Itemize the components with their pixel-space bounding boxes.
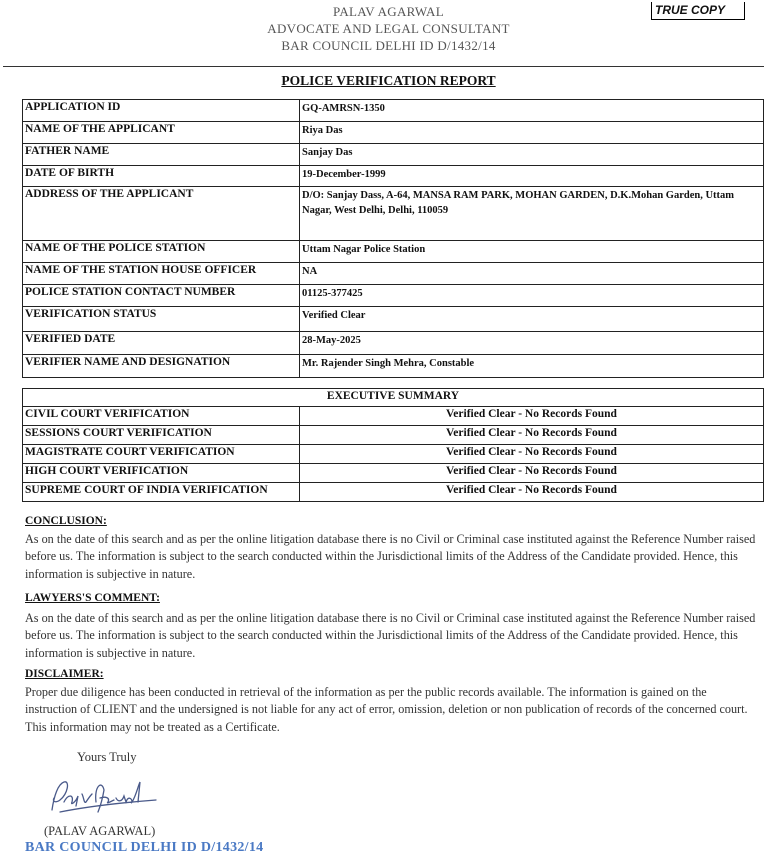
header-name: PALAV AGARWAL (333, 4, 444, 19)
detail-label: APPLICATION ID (23, 100, 300, 122)
detail-label: VERIFICATION STATUS (23, 307, 300, 332)
table-row (23, 100, 764, 122)
detail-label: DATE OF BIRTH (23, 166, 300, 187)
summary-value: Verified Clear - No Records Found (300, 445, 764, 464)
true-copy-stamp: TRUE COPY (651, 2, 745, 20)
detail-value: NA (300, 263, 764, 285)
footer-bar-council-id: BAR COUNCIL DELHI ID D/1432/14 (25, 840, 264, 855)
detail-value: GQ-AMRSN-1350 (300, 100, 764, 122)
applicant-details-table (22, 99, 764, 378)
table-row (23, 332, 764, 355)
detail-value: Mr. Rajender Singh Mehra, Constable (300, 355, 764, 378)
disclaimer-text: Proper due diligence has been conducted in retrieval of the information as per the public records available. The information is gained on the instruction of CLIENT and the undersigned is not liable for any act of error, omission, deletion or non publication of records of the concerned court. This information may not be treated as a Certificate. (25, 684, 748, 734)
conclusion-section (25, 513, 760, 583)
table-row (23, 483, 764, 502)
summary-value: Verified Clear - No Records Found (300, 407, 764, 426)
table-row (23, 407, 764, 426)
detail-label: FATHER NAME (23, 144, 300, 166)
lawyer-comment-heading: LAWYERS'S COMMENT: (25, 592, 160, 604)
detail-value: Riya Das (300, 122, 764, 144)
detail-label: NAME OF THE APPLICANT (23, 122, 300, 144)
summary-label: SESSIONS COURT VERIFICATION (23, 426, 300, 445)
table-row (23, 307, 764, 332)
disclaimer-heading: DISCLAIMER: (25, 668, 104, 680)
disclaimer-section (25, 666, 760, 736)
summary-label: HIGH COURT VERIFICATION (23, 464, 300, 483)
detail-label: VERIFIED DATE (23, 332, 300, 355)
report-title: POLICE VERIFICATION REPORT (281, 73, 496, 88)
lawyer-comment-text: As on the date of this search and as per the online litigation database there is no Civil or Criminal case instituted against the Reference Number raised before us. The information is subject to the search conducted within the Jurisdictional limits of the Address of the Candidate provided. Hence, this information is subjective in nature. (25, 610, 756, 660)
header-title: ADVOCATE AND LEGAL CONSULTANT (267, 21, 510, 36)
detail-label: ADDRESS OF THE APPLICANT (23, 187, 300, 241)
summary-value: Verified Clear - No Records Found (300, 426, 764, 445)
summary-label: MAGISTRATE COURT VERIFICATION (23, 445, 300, 464)
conclusion-heading: CONCLUSION: (25, 515, 107, 527)
closing-text: Yours Truly (77, 750, 137, 764)
table-row (23, 389, 764, 407)
summary-heading: EXECUTIVE SUMMARY (23, 389, 764, 407)
summary-label: SUPREME COURT OF INDIA VERIFICATION (23, 483, 300, 502)
detail-value: Sanjay Das (300, 144, 764, 166)
detail-label: VERIFIER NAME AND DESIGNATION (23, 355, 300, 378)
table-row (23, 355, 764, 378)
table-row (23, 187, 764, 241)
detail-value: 01125-377425 (300, 285, 764, 307)
header-divider (3, 66, 764, 67)
table-row (23, 263, 764, 285)
table-row (23, 241, 764, 263)
table-row (23, 445, 764, 464)
summary-label: CIVIL COURT VERIFICATION (23, 407, 300, 426)
executive-summary-table (22, 388, 764, 502)
table-row (23, 285, 764, 307)
detail-label: NAME OF THE STATION HOUSE OFFICER (23, 263, 300, 285)
signatory-name: (PALAV AGARWAL) (44, 824, 156, 838)
detail-label: NAME OF THE POLICE STATION (23, 241, 300, 263)
header-bar-id: BAR COUNCIL DELHI ID D/1432/14 (281, 38, 496, 53)
detail-value: D/O: Sanjay Dass, A-64, MANSA RAM PARK, MOHAN GARDEN, D.K.Mohan Garden, Uttam Nagar, West Delhi, Delhi, 110059 (300, 187, 764, 241)
table-row (23, 122, 764, 144)
summary-value: Verified Clear - No Records Found (300, 483, 764, 502)
lawyer-comment-section (25, 590, 760, 662)
table-row (23, 464, 764, 483)
conclusion-text: As on the date of this search and as per the online litigation database there is no Civil or Criminal case instituted against the Reference Number raised before us. The information is subject to the search conducted within the Jurisdictional limits of the Address of the Candidate provided. Hence, this information is subjective in nature. (25, 531, 756, 581)
detail-value: 28-May-2025 (300, 332, 764, 355)
detail-value: Uttam Nagar Police Station (300, 241, 764, 263)
table-row (23, 426, 764, 445)
table-row (23, 144, 764, 166)
detail-value: Verified Clear (300, 307, 764, 332)
summary-value: Verified Clear - No Records Found (300, 464, 764, 483)
table-row (23, 166, 764, 187)
signature (40, 772, 170, 827)
detail-value: 19-December-1999 (300, 166, 764, 187)
detail-label: POLICE STATION CONTACT NUMBER (23, 285, 300, 307)
